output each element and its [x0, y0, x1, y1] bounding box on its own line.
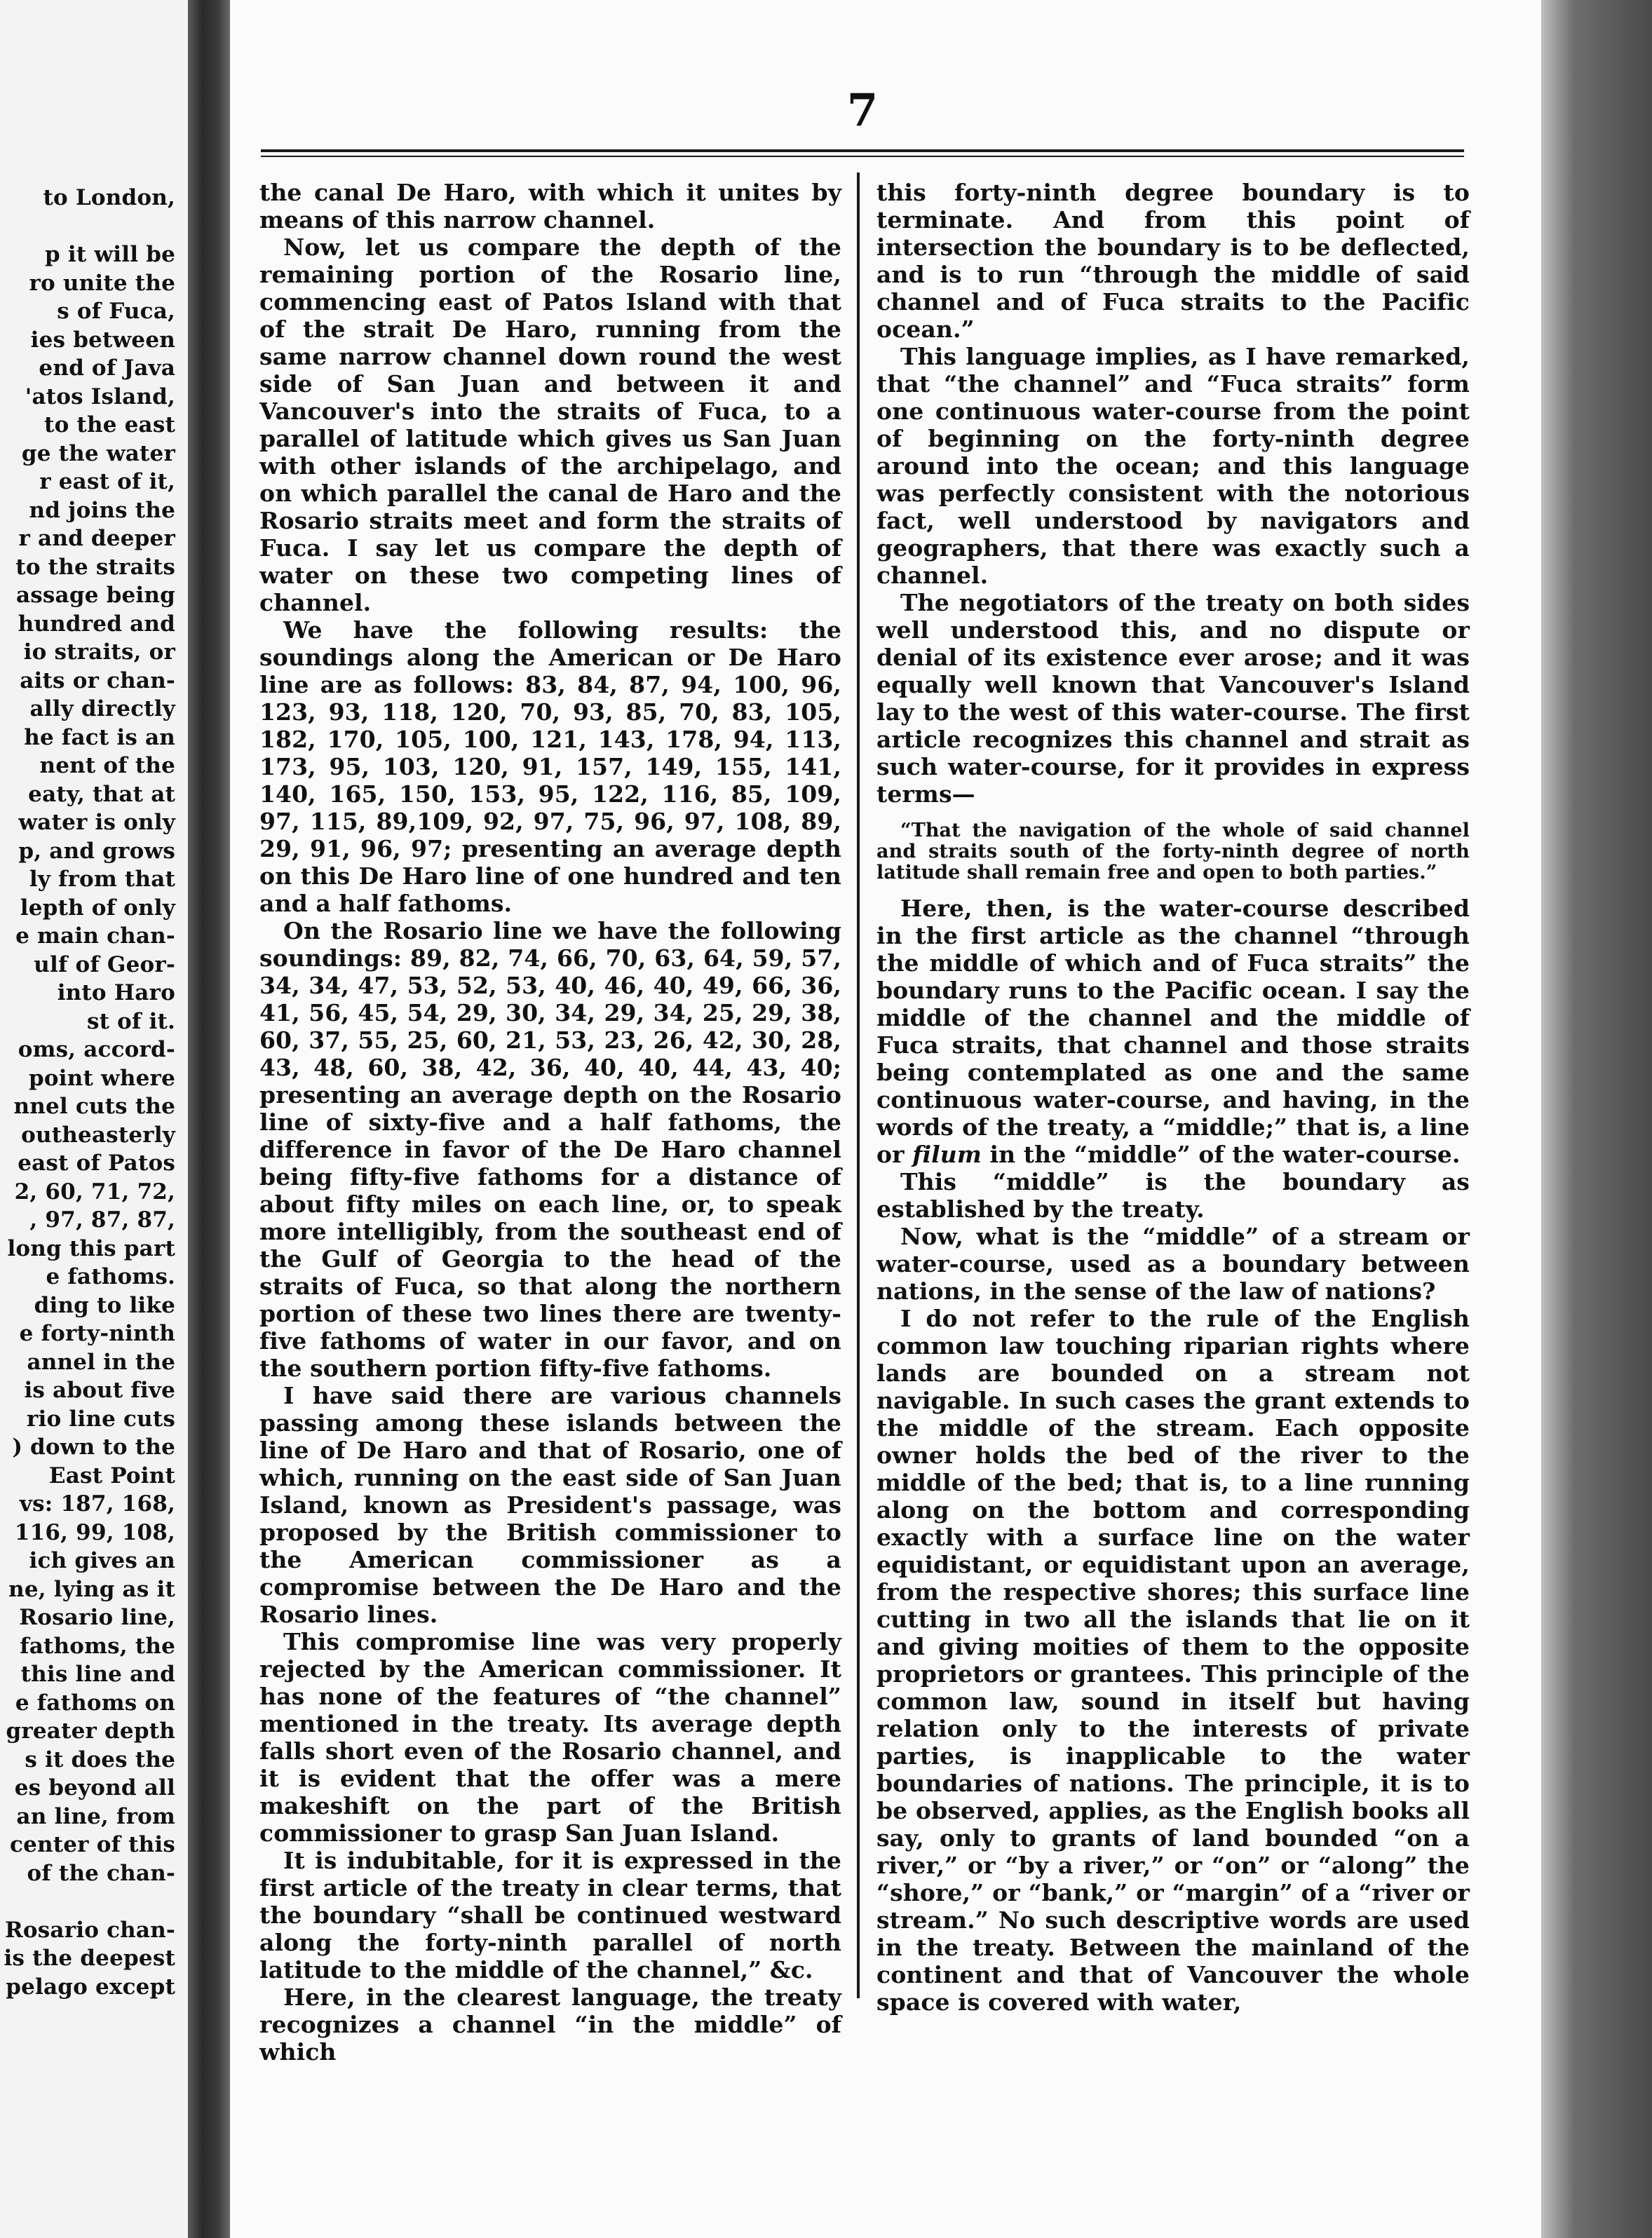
left-page-line: outheasterly: [21, 1122, 175, 1148]
left-page-line: eaty, that at: [28, 781, 175, 807]
paragraph: On the Rosario line we have the following soundings: 89, 82, 74, 66, 70, 63, 64, 59, 57, 34, 34, 47, 53, 52, 53, 40, 46, 40, 49, 66, 36, 41, 56, 45, 54, 29, 30, 34, 29, 34, 25, 29, 38, 60, 37, 55, 25, 60, 21, 53, 23, 26, 42, 30, 28, 43, 48, 60, 38, 42, 36, 40, 40, 44, 43, 40; presenting an average depth on the Rosario line of sixty-five and a half fathoms, the difference in favor of the De Haro channel being fifty-five fathoms for a distance of about fifty miles on each line, or, to speak more intelligibly, from the southeast end of the Gulf of Georgia to the head of the straits of Fuca, so that along the northern portion of these two lines there are twenty-five fathoms of water in our favor, and on the southern portion fifty-five fathoms.: [259, 917, 841, 1382]
paragraph: this forty-ninth degree boundary is to terminate. And from this point of intersection the boundary is to be deflected, and is to run “through the middle of said channel and of Fuca straits to the Pacific ocean.”: [876, 179, 1470, 343]
left-page-line: point where: [29, 1065, 175, 1091]
left-page-line: to the straits: [15, 554, 175, 580]
left-page-line: is about five: [24, 1378, 175, 1403]
left-page-line: s it does the: [25, 1747, 175, 1772]
page-number: 7: [846, 84, 879, 137]
left-page-line: e fathoms.: [46, 1264, 175, 1289]
paragraph: This compromise line was very properly rejected by the American commissioner. It has none of the features of “the channel” mentioned in the treaty. Its average depth falls short even of the Rosario channel, and it is evident that the offer was a mere makeshift on the part of the British commissioner to grasp San Juan Island.: [259, 1628, 841, 1847]
left-page-line: s of Fuca,: [57, 299, 175, 324]
treaty-quote: “That the navigation of the whole of said channel and straits south of the forty-ninth degree of north latitude shall remain free and open to both parties.”: [876, 820, 1470, 883]
left-page-line: center of this: [10, 1832, 175, 1857]
header-rule-thin: [261, 156, 1464, 157]
left-page-line: e main chan-: [15, 923, 175, 949]
left-page-line: p, and grows: [18, 838, 175, 864]
left-page-line: r east of it,: [39, 469, 175, 494]
paragraph: Here, in the clearest language, the treaty recognizes a channel “in the middle” of which: [259, 1983, 841, 2066]
paragraph: We have the following results: the soundings along the American or De Haro line are as follows: 83, 84, 87, 94, 100, 96, 123, 93, 118, 120, 70, 93, 85, 70, 83, 105, 182, 170, 105, 100, 121, 143, 178, 94, 113, 173, 95, 103, 120, 91, 157, 149, 155, 141, 140, 165, 150, 153, 95, 122, 116, 85, 109, 97, 115, 89,109, 92, 97, 75, 96, 97, 108, 89, 29, 91, 96, 97; presenting an average depth on this De Haro line of one hundred and ten and a half fathoms.: [259, 616, 841, 917]
left-page-line: annel in the: [27, 1349, 175, 1375]
left-page-line: into Haro: [57, 980, 175, 1005]
left-column: [259, 179, 841, 2066]
left-page-line: e fathoms on: [15, 1690, 175, 1716]
paragraph: It is indubitable, for it is expressed in the first article of the treaty in clear terms, that the boundary “shall be continued westward along the forty-ninth parallel of north latitude to the middle of the channel,” &c.: [259, 1847, 841, 1983]
filum-term: filum: [912, 1141, 982, 1168]
left-page-line: of the chan-: [27, 1860, 175, 1886]
left-page-line: 'atos Island,: [25, 384, 175, 409]
paragraph: Now, what is the “middle” of a stream or water-course, used as a boundary between nations, in the sense of the law of nations?: [876, 1223, 1470, 1305]
left-page-line: end of Java: [39, 355, 175, 381]
left-page-line: is the deepest: [4, 1946, 175, 1971]
right-page-edge: [1541, 0, 1652, 2238]
left-page-line: nd joins the: [29, 497, 175, 523]
left-page-line: e forty-ninth: [19, 1321, 175, 1346]
paragraph: This language implies, as I have remarked, that “the channel” and “Fuca straits” form one continuous water-course from the point of beginning on the forty-ninth degree around into the ocean; and this language was perfectly consistent with the notorious fact, well understood by navigators and geographers, that there was exactly such a channel.: [876, 343, 1470, 589]
left-page-line: io straits, or: [23, 639, 175, 665]
left-page-line: to London,: [43, 185, 175, 210]
left-page-text: [0, 184, 175, 2001]
left-page-line: East Point: [48, 1463, 175, 1488]
left-page-line: ro unite the: [29, 270, 175, 296]
left-page-line: ding to like: [34, 1292, 175, 1318]
left-page-line: pelago except: [6, 1974, 175, 2000]
left-page-line: east of Patos: [18, 1151, 175, 1176]
right-column: [876, 179, 1470, 2016]
left-page-line: ne, lying as it: [8, 1576, 175, 1602]
book-gutter: [188, 0, 230, 2238]
header-rule: [261, 149, 1464, 152]
left-page-line: ge the water: [21, 440, 175, 466]
left-page-line: greater depth: [6, 1718, 175, 1744]
left-page-line: [0, 1887, 175, 1916]
left-page-line: oms, accord-: [18, 1037, 175, 1062]
left-page-line: he fact is an: [24, 724, 175, 750]
left-page-line: [0, 212, 175, 241]
left-page-line: to the east: [44, 412, 175, 438]
paragraph: [876, 895, 1470, 1168]
left-page-line: nnel cuts the: [13, 1094, 175, 1119]
left-page-line: vs: 187, 168,: [19, 1491, 175, 1517]
column-divider: [857, 172, 860, 1998]
left-page-line: st of it.: [86, 1008, 175, 1034]
paragraph: I have said there are various channels passing among these islands between the line of De Haro and that of Rosario, one of which, running on the east side of San Juan Island, known as President's passage, was proposed by the British commissioner to the American commissioner as a compromise between the De Haro and the Rosario lines.: [259, 1382, 841, 1628]
paragraph: Now, let us compare the depth of the remaining portion of the Rosario line, commencing east of Patos Island with that of the strait De Haro, running from the same narrow channel down round the west side of San Juan and between it and Vancouver's into the straits of Fuca, to a parallel of latitude which gives us San Juan with other islands of the archipelago, and on which parallel the canal de Haro and the Rosario straits meet and form the straits of Fuca. I say let us compare the depth of water on these two competing lines of channel.: [259, 233, 841, 616]
left-page-line: long this part: [7, 1235, 175, 1261]
left-page-line: Rosario line,: [19, 1605, 175, 1630]
left-page-line: ally directly: [29, 696, 175, 721]
left-page-line: ich gives an: [29, 1548, 175, 1573]
left-page-line: an line, from: [16, 1803, 175, 1829]
paragraph: This “middle” is the boundary as established by the treaty.: [876, 1168, 1470, 1223]
paragraph: the canal De Haro, with which it unites by means of this narrow channel.: [259, 179, 841, 233]
left-page-line: hundred and: [18, 611, 175, 637]
left-page-line: r and deeper: [18, 526, 175, 551]
left-page-line: ) down to the: [12, 1435, 175, 1460]
left-page-line: Rosario chan-: [4, 1917, 175, 1943]
left-page-line: es beyond all: [14, 1775, 175, 1800]
paragraph: The negotiators of the treaty on both sides well understood this, and no dispute or denial of its existence ever arose; and it was equally well known that Vancouver's Island lay to the west of this water-course. The first article recognizes this channel and strait as such water-course, for it provides in express terms—: [876, 589, 1470, 808]
left-page-line: p it will be: [45, 242, 175, 267]
paragraph: I do not refer to the rule of the English common law touching riparian rights where lands are bounded on a stream not navigable. In such cases the grant extends to the middle of the stream. Each opposite owner holds the bed of the river to the middle of the bed; that is, to a line running along on the bottom and corresponding exactly with a surface line on the water equidistant, or equidistant upon an average, from the respective shores; this surface line cutting in two all the islands that lie on it and giving moities of them to the opposite proprietors or grantees. This principle of the common law, sound in itself but having relation only to the interests of private parties, is inapplicable to the water boundaries of nations. The principle, it is to be observed, applies, as the English books all say, only to grants of land bounded “on a river,” or “by a river,” or “on” or “along” the “shore,” or “bank,” or “margin” of a “river or stream.” No such descriptive words are used in the treaty. Between the mainland of the continent and that of Vancouver the whole space is covered with water,: [876, 1305, 1470, 2016]
left-page-line: this line and: [20, 1662, 175, 1687]
paragraph-text: Here, then, is the water-course described in the first article as the channel “through the middle of which and of Fuca straits” the boundary runs to the Pacific ocean. I say the middle of the channel and the middle of Fuca straits, that channel and those straits being contemplated as one and the same continuous water-course, and having, in the words of the treaty, a “middle;” that is, a line or: [876, 895, 1470, 1168]
left-page-sliver: [0, 0, 188, 2238]
left-page-line: ies between: [30, 327, 175, 353]
left-page-line: ly from that: [29, 867, 175, 892]
left-page-line: aits or chan-: [20, 667, 175, 693]
paragraph-text-tail: in the “middle” of the water-course.: [981, 1141, 1461, 1168]
left-page-line: water is only: [18, 810, 175, 835]
left-page-line: 116, 99, 108,: [14, 1519, 175, 1545]
left-page-line: nent of the: [39, 753, 175, 778]
left-page-line: lepth of only: [20, 895, 175, 921]
left-page-line: rio line cuts: [27, 1406, 175, 1432]
left-page-line: assage being: [15, 583, 175, 608]
left-page-line: , 97, 87, 87,: [29, 1207, 175, 1233]
left-page-line: ulf of Geor-: [34, 951, 175, 977]
left-page-line: fathoms, the: [20, 1633, 175, 1659]
left-page-line: 2, 60, 71, 72,: [14, 1179, 175, 1205]
